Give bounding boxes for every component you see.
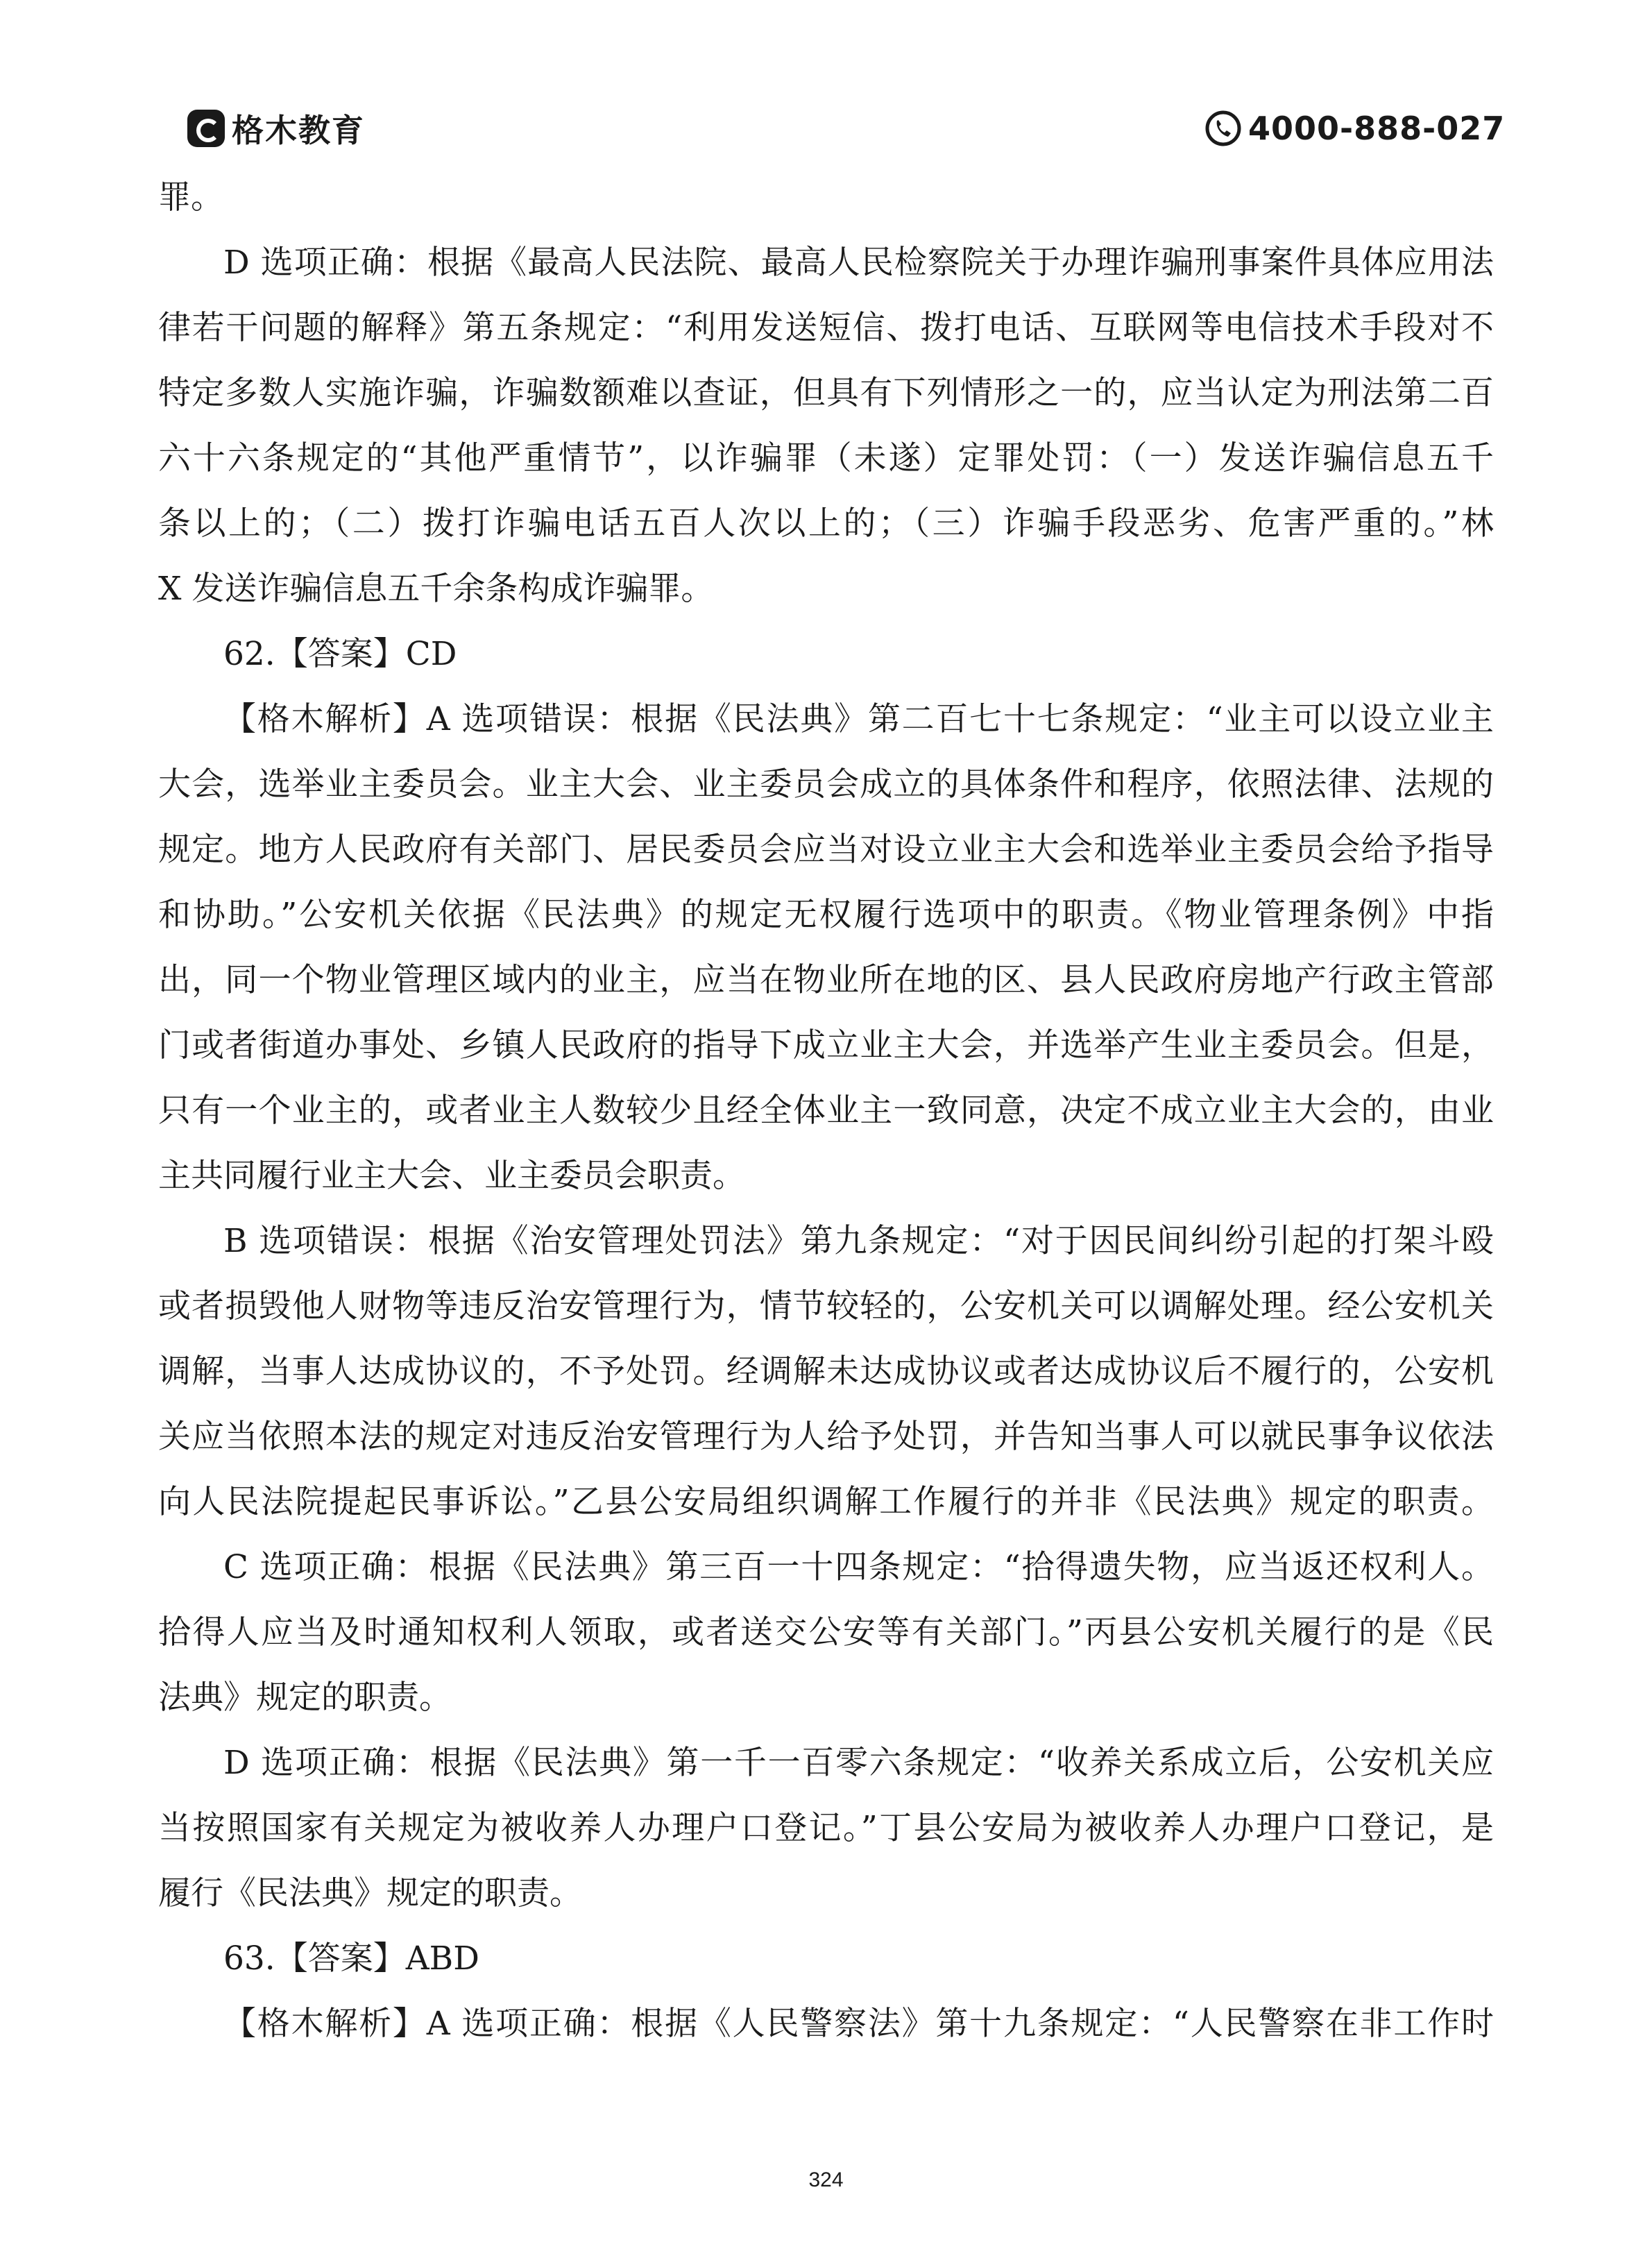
text-line: X 发送诈骗信息五千余条构成诈骗罪。 — [158, 570, 714, 608]
text-line: C 选项正确：根据《民法典》第三百一十四条规定：“拾得遗失物，应当返还权利人。 — [223, 1548, 1494, 1586]
text-line: 法典》规定的职责。 — [158, 1679, 452, 1717]
phone-icon — [1204, 109, 1243, 148]
phone-number: 4000-888-027 — [1248, 110, 1506, 147]
text-line: 律若干问题的解释》第五条规定：“利用发送短信、拨打电话、互联网等电信技术手段对不 — [158, 309, 1494, 347]
text-line: 【格木解析】A 选项错误：根据《民法典》第二百七十七条规定：“业主可以设立业主 — [223, 700, 1494, 738]
text-line: 拾得人应当及时通知权利人领取，或者送交公安等有关部门。”丙县公安机关履行的是《民 — [158, 1613, 1494, 1651]
page-header — [0, 104, 1652, 153]
text-line: 调解，当事人达成协议的，不予处罚。经调解未达成协议或者达成协议后不履行的，公安机 — [158, 1352, 1494, 1391]
text-line: 和协助。”公安机关依据《民法典》的规定无权履行选项中的职责。《物业管理条例》中指 — [158, 896, 1494, 934]
text-line: D 选项正确：根据《民法典》第一千一百零六条规定：“收养关系成立后，公安机关应 — [223, 1744, 1494, 1782]
text-line: 当按照国家有关规定为被收养人办理户口登记。”丁县公安局为被收养人办理户口登记，是 — [158, 1809, 1494, 1847]
logo-text: 格木教育 — [232, 112, 365, 149]
text-line: 【格木解析】A 选项正确：根据《人民警察法》第十九条规定：“人民警察在非工作时 — [223, 2005, 1494, 2043]
document-body — [158, 165, 1494, 2057]
text-line: 罪。 — [158, 178, 223, 216]
text-line: 主共同履行业主大会、业主委员会职责。 — [158, 1157, 745, 1195]
text-line: B 选项错误：根据《治安管理处罚法》第九条规定：“对于因民间纠纷引起的打架斗殴 — [223, 1222, 1494, 1260]
text-line: 条以上的；（二）拨打诈骗电话五百人次以上的；（三）诈骗手段恶劣、危害严重的。”林 — [158, 504, 1494, 543]
text-line: D 选项正确：根据《最高人民法院、最高人民检察院关于办理诈骗刑事案件具体应用法 — [223, 244, 1494, 282]
phone-contact — [1204, 104, 1505, 153]
brand-logo — [187, 104, 365, 153]
logo-e-icon — [187, 110, 225, 147]
text-line: 出，同一个物业管理区域内的业主，应当在物业所在地的区、县人民政府房地产行政主管部 — [158, 961, 1494, 999]
text-line: 只有一个业主的，或者业主人数较少且经全体业主一致同意，决定不成立业主大会的，由业 — [158, 1092, 1494, 1130]
text-line: 大会，选举业主委员会。业主大会、业主委员会成立的具体条件和程序，依照法律、法规的 — [158, 765, 1494, 804]
text-line: 向人民法院提起民事诉讼。”乙县公安局组织调解工作履行的并非《民法典》规定的职责。 — [158, 1483, 1494, 1521]
text-line: 或者损毁他人财物等违反治安管理行为，情节较轻的，公安机关可以调解处理。经公安机关 — [158, 1287, 1494, 1325]
answer-heading: 63.【答案】ABD — [223, 1939, 479, 1978]
text-line: 特定多数人实施诈骗，诈骗数额难以查证，但具有下列情形之一的，应当认定为刑法第二百 — [158, 374, 1494, 412]
text-line: 规定。地方人民政府有关部门、居民委员会应当对设立业主大会和选举业主委员会给予指导 — [158, 831, 1494, 869]
text-line: 履行《民法典》规定的职责。 — [158, 1874, 582, 1912]
answer-heading: 62.【答案】CD — [223, 635, 457, 673]
text-line: 关应当依照本法的规定对违反治安管理行为人给予处罚，并告知当事人可以就民事争议依法 — [158, 1418, 1494, 1456]
page-number: 324 — [808, 2168, 844, 2191]
text-line: 六十六条规定的“其他严重情节”，以诈骗罪（未遂）定罪处罚：（一）发送诈骗信息五千 — [158, 439, 1494, 477]
text-line: 门或者街道办事处、乡镇人民政府的指导下成立业主大会，并选举产生业主委员会。但是， — [158, 1026, 1494, 1064]
